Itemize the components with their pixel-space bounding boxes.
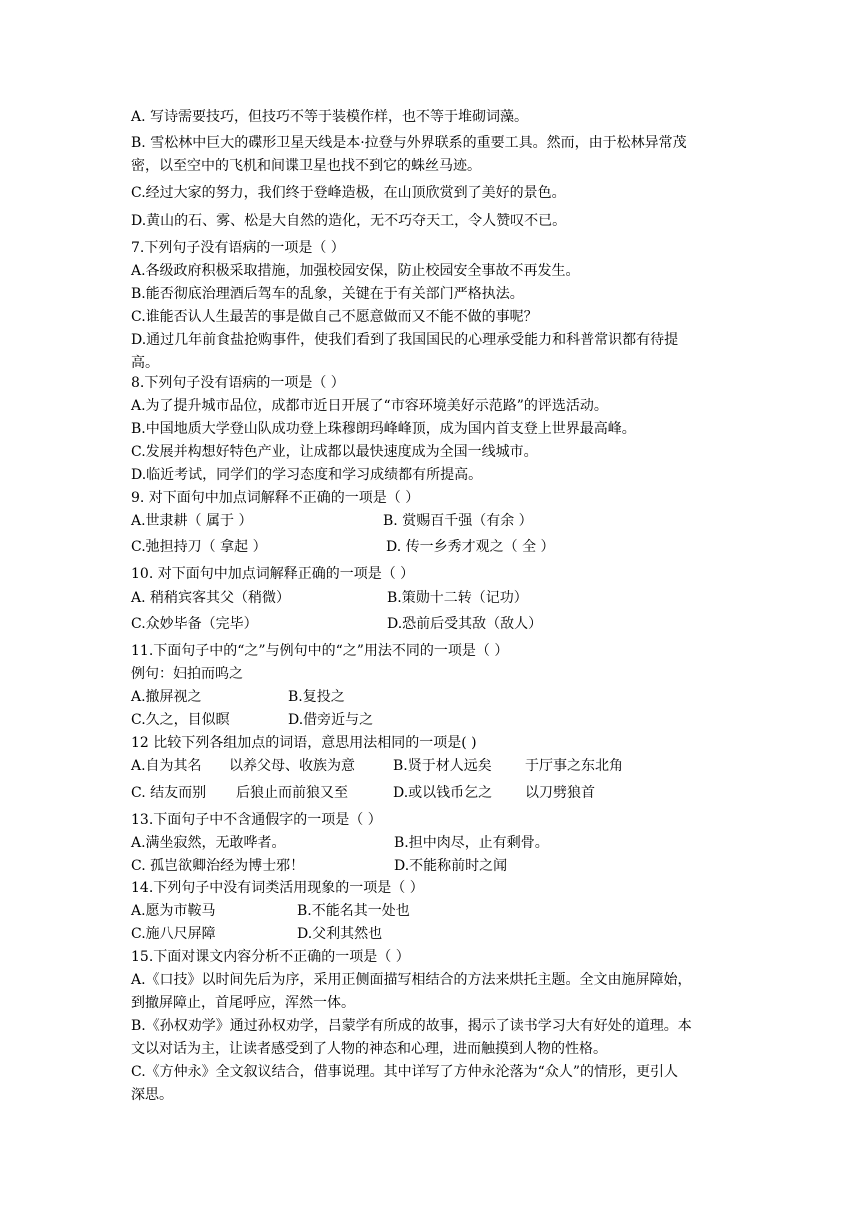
q12-option-d-first: D.或以钱币乞之 bbox=[393, 785, 493, 801]
q12-option-c-second: 后狼止而前狼又至 bbox=[236, 785, 348, 801]
q12-option-a-first: A.自为其名 bbox=[131, 758, 202, 774]
q6-option-b: B. 雪松林中巨大的碟形卫星天线是本·拉登与外界联系的重要工具。然而，由于松林异常茂 bbox=[131, 135, 687, 151]
q7-option-c: C.谁能否认人生最苦的事是做自己不愿意做而又不能不做的事呢？ bbox=[131, 309, 538, 325]
q7-option-d-cont: 高。 bbox=[131, 355, 159, 371]
q7-option-b: B.能否彻底治理酒后驾车的乱象，关键在于有关部门严格执法。 bbox=[131, 286, 524, 302]
q10-stem: 10. 对下面句中加点词解释正确的一项是（ ） bbox=[131, 566, 415, 582]
q12-option-b-second: 于厅事之东北角 bbox=[525, 758, 623, 774]
q10-option-c: C.众妙毕备（完毕） bbox=[131, 616, 258, 632]
q14-option-d: D.父利其然也 bbox=[297, 926, 383, 942]
q10-option-a: A. 稍稍宾客其父（稍微） bbox=[131, 590, 291, 606]
q8-option-d: D.临近考试，同学们的学习态度和学习成绩都有所提高。 bbox=[131, 467, 483, 483]
q7-stem: 7.下列句子没有语病的一项是（ ） bbox=[131, 240, 345, 256]
q15-option-a-cont: 到撤屏障止，首尾呼应，浑然一体。 bbox=[131, 995, 355, 1011]
q13-option-d: D.不能称前时之闻 bbox=[394, 858, 508, 874]
q13-option-a: A.满坐寂然，无敢哗者。 bbox=[131, 835, 286, 851]
q6-option-b-cont: 密，以至空中的飞机和间谍卫星也找不到它的蛛丝马迹。 bbox=[131, 158, 481, 174]
q8-option-a: A.为了提升城市品位，成都市近日开展了“市容环境美好示范路”的评选活动。 bbox=[131, 398, 608, 414]
q15-stem: 15.下面对课文内容分析不正确的一项是（ ） bbox=[131, 949, 410, 965]
q15-option-a: A.《口技》以时间先后为序，采用正侧面描写相结合的方法来烘托主题。全文由施屏障始， bbox=[131, 972, 692, 988]
q9-stem: 9. 对下面句中加点词解释不正确的一项是（ ） bbox=[131, 490, 420, 506]
q11-option-d: D.借旁近与之 bbox=[288, 712, 374, 728]
q7-option-d: D.通过几年前食盐抢购事件，使我们看到了我国国民的心理承受能力和科普常识都有待提 bbox=[131, 332, 679, 348]
q14-option-b: B.不能名其一处也 bbox=[297, 903, 410, 919]
q14-stem: 14.下列句子中没有词类活用现象的一项是（ ） bbox=[131, 880, 424, 896]
q8-option-c: C.发展并构想好特色产业，让成都以最快速度成为全国一线城市。 bbox=[131, 444, 538, 460]
q11-option-a: A.撤屏视之 bbox=[131, 689, 202, 705]
q14-option-c: C.施八尺屏障 bbox=[131, 926, 216, 942]
q15-option-b-cont: 文以对话为主，让读者感受到了人物的神态和心理，进而触摸到人物的性格。 bbox=[131, 1041, 607, 1057]
q11-option-c: C.久之，目似瞑 bbox=[131, 712, 230, 728]
q13-option-c: C. 孤岂欲卿治经为博士邪！ bbox=[131, 858, 305, 874]
q8-stem: 8.下列句子没有语病的一项是（ ） bbox=[131, 375, 345, 391]
q11-option-b: B.复投之 bbox=[288, 689, 345, 705]
q6-option-c: C.经过大家的努力，我们终于登峰造极，在山顶欣赏到了美好的景色。 bbox=[131, 185, 566, 201]
q9-option-d: D. 传一乡秀才观之（ 全 ） bbox=[386, 539, 555, 555]
q15-option-c: C.《方仲永》全文叙议结合，借事说理。其中详写了方仲永沦落为“众人”的情形，更引人 bbox=[131, 1064, 678, 1080]
q13-stem: 13.下面句子中不含通假字的一项是（ ） bbox=[131, 812, 382, 828]
q13-option-b: B.担中肉尽，止有剩骨。 bbox=[394, 835, 549, 851]
q12-option-b-first: B.贤于材人远矣 bbox=[393, 758, 492, 774]
q9-option-a: A.世隶耕（ 属于 ） bbox=[131, 513, 253, 529]
q12-option-d-second: 以刀劈狼首 bbox=[525, 785, 595, 801]
q9-option-b: B. 赏赐百千强（有余 ） bbox=[383, 513, 533, 529]
q6-option-d: D.黄山的石、雾、松是大自然的造化，无不巧夺天工，令人赞叹不已。 bbox=[131, 213, 567, 229]
q15-option-c-cont: 深思。 bbox=[131, 1087, 173, 1103]
q11-stem: 11.下面句子中的“之”与例句中的“之”用法不同的一项是（ ） bbox=[131, 643, 509, 659]
q9-option-c: C.弛担持刀（ 拿起 ） bbox=[131, 539, 267, 555]
q10-option-d: D.恐前后受其敌（敌人） bbox=[387, 616, 543, 632]
q14-option-a: A.愿为市鞍马 bbox=[131, 903, 216, 919]
q10-option-b: B.策勋十二转（记功） bbox=[387, 590, 528, 606]
q12-option-a-second: 以养父母、收族为意 bbox=[229, 758, 355, 774]
q12-option-c-first: C. 结友而别 bbox=[131, 785, 207, 801]
q8-option-b: B.中国地质大学登山队成功登上珠穆朗玛峰峰顶，成为国内首支登上世界最高峰。 bbox=[131, 421, 636, 437]
q7-option-a: A.各级政府积极采取措施，加强校园安保，防止校园安全事故不再发生。 bbox=[131, 263, 580, 279]
q12-stem: 12 比较下列各组加点的词语，意思用法相同的一项是( ) bbox=[131, 735, 477, 751]
q15-option-b: B.《孙权劝学》通过孙权劝学，吕蒙学有所成的故事，揭示了读书学习大有好处的道理。本 bbox=[131, 1018, 692, 1034]
q11-example: 例句：妇拍而呜之 bbox=[131, 666, 243, 682]
q6-option-a: A. 写诗需要技巧，但技巧不等于装模作样，也不等于堆砌词藻。 bbox=[131, 109, 529, 125]
